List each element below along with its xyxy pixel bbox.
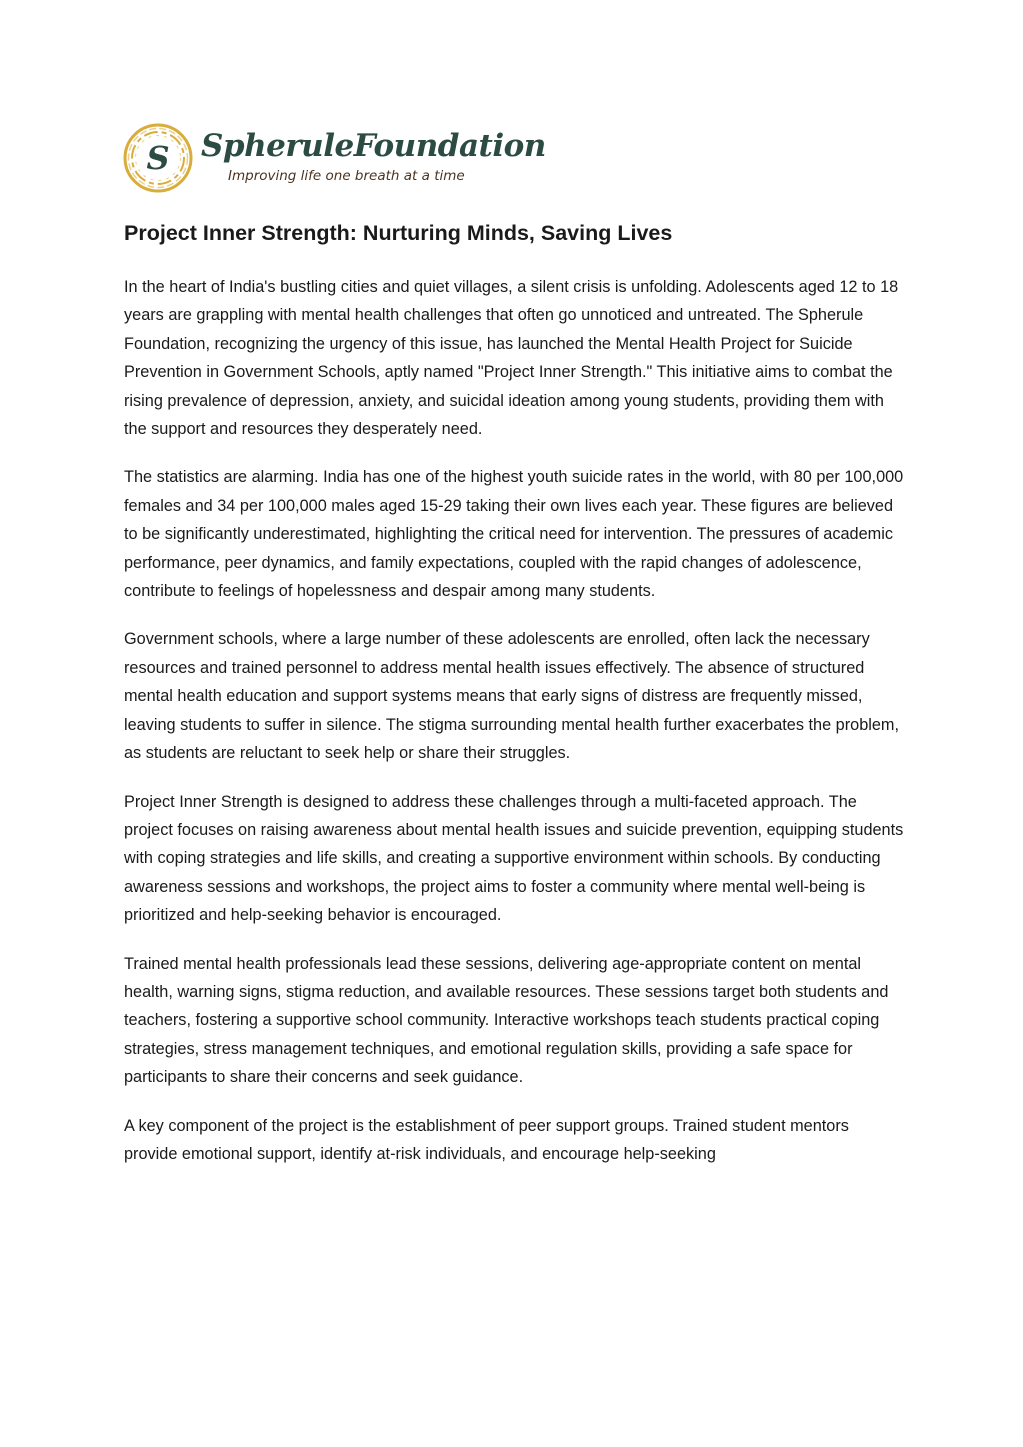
logo-wordmark: SpheruleFoundation [201,128,546,164]
logo-ring-icon [122,122,194,194]
paragraph: The statistics are alarming. India has one of the highest youth suicide rates in the world, with 80 per 100,000 females and 34 per 100,000 males aged 15-29 taking their own lives each year. These figures are believed to be significantly underestimated, highlighting the critical need for intervention. The pressures of academic performance, peer dynamics, and family expectations, coupled with the rapid changes of adolescence, contribute to feelings of hopelessness and despair among many students. [124,468,904,601]
document-title: Project Inner Strength: Nurturing Minds, Saving Lives [124,221,673,245]
paragraph: Project Inner Strength is designed to address these challenges through a multi-faceted approach. The project focuses on raising awareness about mental health issues and suicide prevention, equipping students with coping strategies and life skills, and creating a supportive environment within schools. By conducting awareness sessions and workshops, the project aims to foster a community where mental well-being is prioritized and help-seeking behavior is encouraged. [124,792,904,925]
logo-tagline: Improving life one breath at a time [228,168,465,184]
spherule-foundation-logo [122,122,546,198]
paragraph: In the heart of India's bustling cities and quiet villages, a silent crisis is unfolding. Adolescents aged 12 to 18 years are grappling with mental health challenges that often go unnoticed and untreated. The Spherule Foundation, recognizing the urgency of this issue, has launched the Mental Health Project for Suicide Prevention in Government Schools, aptly named "Project Inner Strength." This initiative aims to combat the rising prevalence of depression, anxiety, and suicidal ideation among young students, providing them with the support and resources they desperately need. [124,278,899,439]
paragraph: Government schools, where a large number of these adolescents are enrolled, often lack the necessary resources and trained personnel to address mental health issues effectively. The absence of structured mental health education and support systems means that early signs of distress are frequently missed, leaving students to suffer in silence. The stigma surrounding mental health further exacerbates the problem, as students are reluctant to seek help or share their struggles. [124,630,900,763]
paragraph: Trained mental health professionals lead these sessions, delivering age-appropriate content on mental health, warning signs, stigma reduction, and available resources. These sessions target both students and teachers, fostering a supportive school community. Interactive workshops teach students practical coping strategies, stress management techniques, and emotional regulation skills, providing a safe space for participants to share their concerns and seek guidance. [124,954,889,1087]
paragraph: A key component of the project is the establishment of peer support groups. Trained student mentors provide emotional support, identify at-risk individuals, and encourage help-seeking [124,1116,849,1163]
logo-monogram: S [146,139,170,177]
document-body [124,273,904,1188]
